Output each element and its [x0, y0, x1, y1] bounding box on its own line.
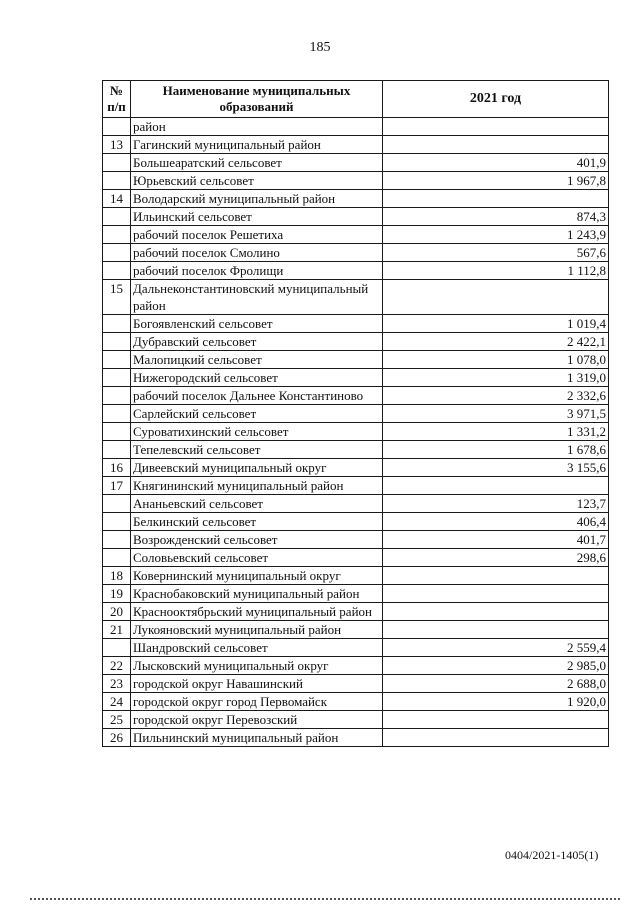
row-num-cell: 23 [103, 675, 131, 693]
row-num-cell [103, 118, 131, 136]
row-num-cell [103, 405, 131, 423]
table-row [103, 226, 609, 244]
table-row [103, 441, 609, 459]
table-row [103, 675, 609, 693]
row-num-cell: 18 [103, 567, 131, 585]
row-name-cell: Соловьевский сельсовет [131, 549, 383, 567]
row-value-cell [383, 603, 609, 621]
table-row [103, 172, 609, 190]
row-name-cell: Тепелевский сельсовет [131, 441, 383, 459]
table-row [103, 333, 609, 351]
row-num-cell: 16 [103, 459, 131, 477]
row-num-cell: 22 [103, 657, 131, 675]
table-row [103, 657, 609, 675]
table-row [103, 531, 609, 549]
table-row [103, 621, 609, 639]
row-name-cell: Ковернинский муниципальный округ [131, 567, 383, 585]
table-row [103, 603, 609, 621]
row-name-cell: Дальнеконстантиновский муниципальный район [131, 280, 383, 315]
table-row [103, 118, 609, 136]
row-num-cell [103, 531, 131, 549]
row-name-cell: рабочий поселок Фролищи [131, 262, 383, 280]
row-name-cell: рабочий поселок Дальнее Константиново [131, 387, 383, 405]
table-row [103, 315, 609, 333]
table-row [103, 423, 609, 441]
row-num-cell: 24 [103, 693, 131, 711]
row-num-cell [103, 333, 131, 351]
row-name-cell: район [131, 118, 383, 136]
row-value-cell: 123,7 [383, 495, 609, 513]
row-value-cell: 2 985,0 [383, 657, 609, 675]
row-value-cell: 1 112,8 [383, 262, 609, 280]
row-num-cell: 14 [103, 190, 131, 208]
row-name-cell: Володарский муниципальный район [131, 190, 383, 208]
row-num-cell [103, 441, 131, 459]
row-name-cell: Лысковский муниципальный округ [131, 657, 383, 675]
table-row [103, 495, 609, 513]
municipal-table [102, 80, 609, 747]
row-value-cell: 1 019,4 [383, 315, 609, 333]
page-number: 185 [309, 40, 331, 55]
table-row [103, 262, 609, 280]
row-value-cell: 401,9 [383, 154, 609, 172]
scan-artifact-line [30, 898, 620, 903]
table-row [103, 405, 609, 423]
row-name-cell: Малопицкий сельсовет [131, 351, 383, 369]
row-num-cell [103, 244, 131, 262]
row-name-cell: городской округ Навашинский [131, 675, 383, 693]
table-row [103, 136, 609, 154]
row-name-cell: Гагинский муниципальный район [131, 136, 383, 154]
header-num: № п/п [103, 81, 131, 118]
row-num-cell: 17 [103, 477, 131, 495]
table-row [103, 154, 609, 172]
document-code: 0404/2021-1405(1) [505, 848, 599, 862]
row-name-cell: рабочий поселок Смолино [131, 244, 383, 262]
table-row [103, 387, 609, 405]
row-value-cell: 2 422,1 [383, 333, 609, 351]
table-header-row [103, 81, 609, 118]
row-name-cell: городской округ город Первомайск [131, 693, 383, 711]
row-value-cell [383, 136, 609, 154]
row-value-cell [383, 190, 609, 208]
row-name-cell: Белкинский сельсовет [131, 513, 383, 531]
row-value-cell [383, 729, 609, 747]
row-name-cell: Сарлейский сельсовет [131, 405, 383, 423]
row-num-cell [103, 172, 131, 190]
row-num-cell [103, 369, 131, 387]
row-name-cell: Дубравский сельсовет [131, 333, 383, 351]
row-num-cell [103, 351, 131, 369]
table-row [103, 711, 609, 729]
row-value-cell: 567,6 [383, 244, 609, 262]
row-name-cell: Суроватихинский сельсовет [131, 423, 383, 441]
row-value-cell: 1 243,9 [383, 226, 609, 244]
row-value-cell: 1 319,0 [383, 369, 609, 387]
header-name: Наименование муниципальных образований [131, 81, 383, 118]
row-value-cell [383, 585, 609, 603]
row-value-cell: 406,4 [383, 513, 609, 531]
row-name-cell: Княгининский муниципальный район [131, 477, 383, 495]
row-num-cell [103, 549, 131, 567]
row-value-cell [383, 477, 609, 495]
row-name-cell: Большеаратский сельсовет [131, 154, 383, 172]
row-name-cell: Лукояновский муниципальный район [131, 621, 383, 639]
row-name-cell: рабочий поселок Решетиха [131, 226, 383, 244]
row-name-cell: Пильнинский муниципальный район [131, 729, 383, 747]
row-value-cell: 874,3 [383, 208, 609, 226]
table-row [103, 585, 609, 603]
row-num-cell [103, 208, 131, 226]
row-name-cell: Дивеевский муниципальный округ [131, 459, 383, 477]
row-value-cell: 2 332,6 [383, 387, 609, 405]
row-name-cell: Краснооктябрьский муниципальный район [131, 603, 383, 621]
row-name-cell: Богоявленский сельсовет [131, 315, 383, 333]
row-num-cell: 13 [103, 136, 131, 154]
row-name-cell: Возрожденский сельсовет [131, 531, 383, 549]
row-value-cell: 1 920,0 [383, 693, 609, 711]
table-row [103, 459, 609, 477]
row-num-cell [103, 423, 131, 441]
row-num-cell [103, 495, 131, 513]
row-value-cell: 1 967,8 [383, 172, 609, 190]
row-num-cell: 25 [103, 711, 131, 729]
row-value-cell: 1 331,2 [383, 423, 609, 441]
row-value-cell: 298,6 [383, 549, 609, 567]
table-row [103, 567, 609, 585]
row-value-cell [383, 711, 609, 729]
row-value-cell: 2 688,0 [383, 675, 609, 693]
row-value-cell: 1 678,6 [383, 441, 609, 459]
row-name-cell: Нижегородский сельсовет [131, 369, 383, 387]
row-value-cell: 401,7 [383, 531, 609, 549]
row-name-cell: Шандровский сельсовет [131, 639, 383, 657]
row-num-cell [103, 387, 131, 405]
row-num-cell: 21 [103, 621, 131, 639]
row-num-cell: 26 [103, 729, 131, 747]
table-body [103, 118, 609, 747]
table-row [103, 477, 609, 495]
table-row [103, 513, 609, 531]
row-num-cell [103, 513, 131, 531]
row-value-cell: 3 155,6 [383, 459, 609, 477]
row-value-cell [383, 567, 609, 585]
row-value-cell: 2 559,4 [383, 639, 609, 657]
header-year: 2021 год [383, 81, 609, 118]
row-name-cell: Ильинский сельсовет [131, 208, 383, 226]
table-row [103, 369, 609, 387]
table-row [103, 729, 609, 747]
table-row [103, 190, 609, 208]
table-row [103, 693, 609, 711]
row-num-cell [103, 639, 131, 657]
row-value-cell [383, 118, 609, 136]
row-name-cell: Ананьевский сельсовет [131, 495, 383, 513]
table-row [103, 244, 609, 262]
row-num-cell [103, 262, 131, 280]
table-row [103, 351, 609, 369]
row-value-cell: 1 078,0 [383, 351, 609, 369]
row-num-cell [103, 315, 131, 333]
row-num-cell [103, 154, 131, 172]
row-num-cell: 15 [103, 280, 131, 315]
row-num-cell [103, 226, 131, 244]
row-value-cell: 3 971,5 [383, 405, 609, 423]
row-value-cell [383, 280, 609, 315]
table-row [103, 549, 609, 567]
row-name-cell: городской округ Перевозский [131, 711, 383, 729]
row-num-cell: 19 [103, 585, 131, 603]
row-name-cell: Юрьевский сельсовет [131, 172, 383, 190]
table-row [103, 208, 609, 226]
row-num-cell: 20 [103, 603, 131, 621]
table-row [103, 639, 609, 657]
row-name-cell: Краснобаковский муниципальный район [131, 585, 383, 603]
table-row [103, 280, 609, 315]
row-value-cell [383, 621, 609, 639]
